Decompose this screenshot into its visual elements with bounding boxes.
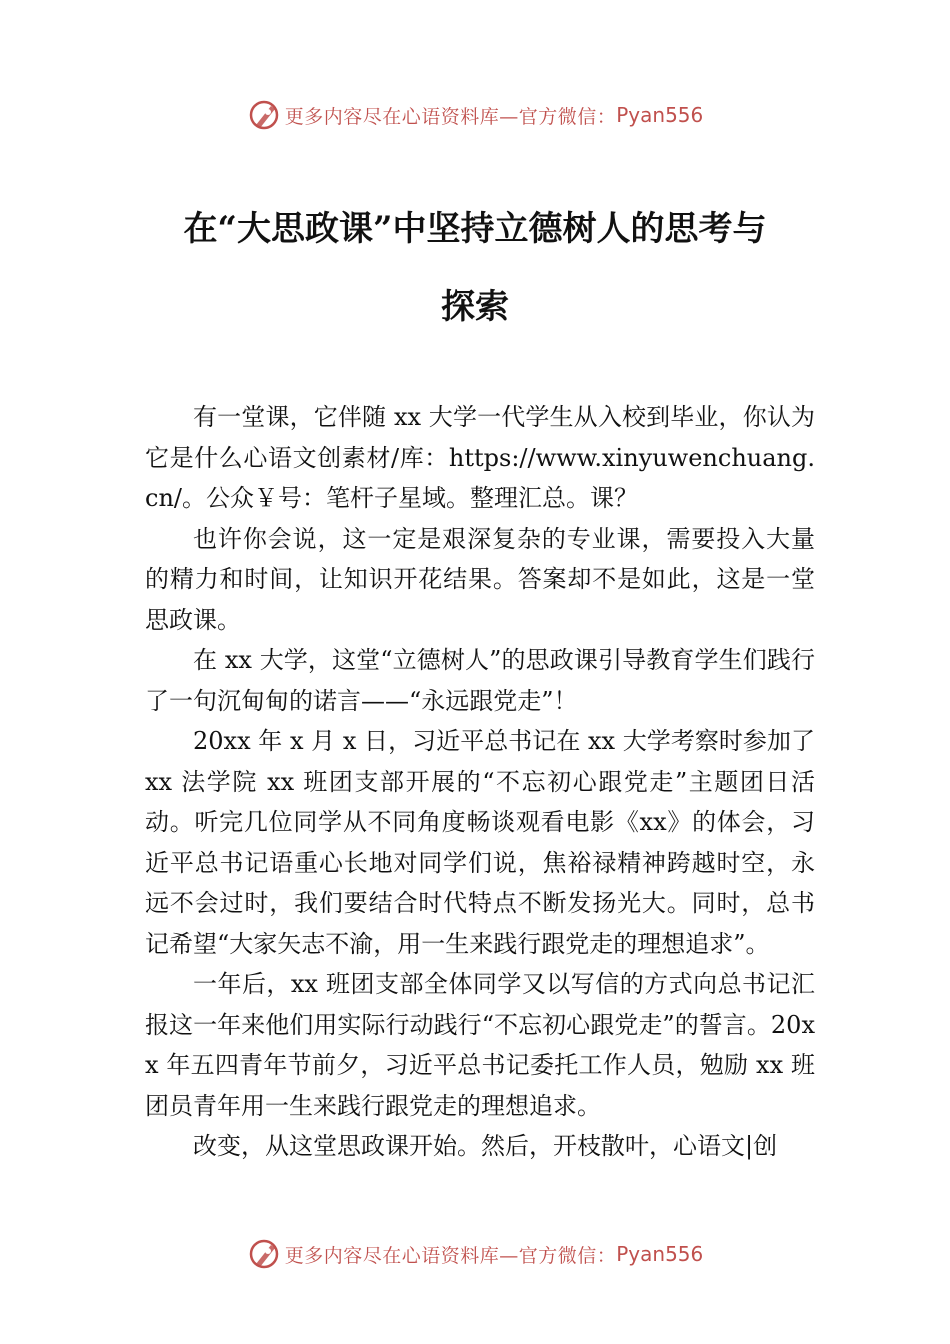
body-paragraph: 改变，从这堂思政课开始。然后，开枝散叶，心语文|创 [193, 1132, 778, 1160]
body-paragraph: 20xx 年 x 月 x 日，习近平总书记在 xx 大学考察时参加了 xx 法学院 xx 班团支部开展的“不忘初心跟党走”主题团日活动。听完几位同学从不同角度畅谈观看电影《xx》的体会，习近平总书记语重心长地对同学们说，焦裕禄精神跨越时空，永远不会过时，我们要结合时代特点不断发扬光大。同时，总书记希望“大家矢志不渝，用一生来践行跟党走的理想追求”。 [145, 727, 815, 958]
body-paragraph: 一年后，xx 班团支部全体同学又以写信的方式向总书记汇报这一年来他们用实际行动践行“不忘初心跟党走”的誓言。20xx 年五四青年节前夕，习近平总书记委托工作人员，勉励 xx 班团员青年用一生来践行跟党走的理想追求。 [145, 970, 815, 1120]
footer-banner-wechat-id: Pyan556 [616, 1242, 704, 1266]
footer-banner [0, 1234, 950, 1274]
pen-in-circle-logo-icon [247, 1237, 281, 1271]
document-title-line-1: 在“大思政课”中坚持立德树人的思考与 [183, 209, 767, 249]
document-title-line-2: 探索 [441, 287, 509, 327]
body-paragraph: 也许你会说，这一定是艰深复杂的专业课，需要投入大量的精力和时间，让知识开花结果。答案却不是如此，这是一堂思政课。 [145, 524, 815, 634]
document-title [130, 190, 820, 346]
footer-banner-text: 更多内容尽在心语资料库—官方微信： [284, 1244, 617, 1267]
pen-in-circle-logo-icon [247, 98, 281, 132]
header-banner-wechat-id: Pyan556 [616, 103, 704, 127]
body-paragraph: 有一堂课，它伴随 xx 大学一代学生从入校到毕业，你认为它是什么心语文创素材/库：https://www.xinyuwenchuang.cn/。公众￥号：笔杆子星域。整理汇总。课？ [145, 403, 815, 512]
document-body [145, 397, 815, 1167]
body-paragraph: 在 xx 大学，这堂“立德树人”的思政课引导教育学生们践行了一句沉甸甸的诺言——“永远跟党走”！ [145, 646, 815, 715]
header-banner-text: 更多内容尽在心语资料库—官方微信： [284, 105, 617, 128]
header-banner [0, 95, 950, 135]
